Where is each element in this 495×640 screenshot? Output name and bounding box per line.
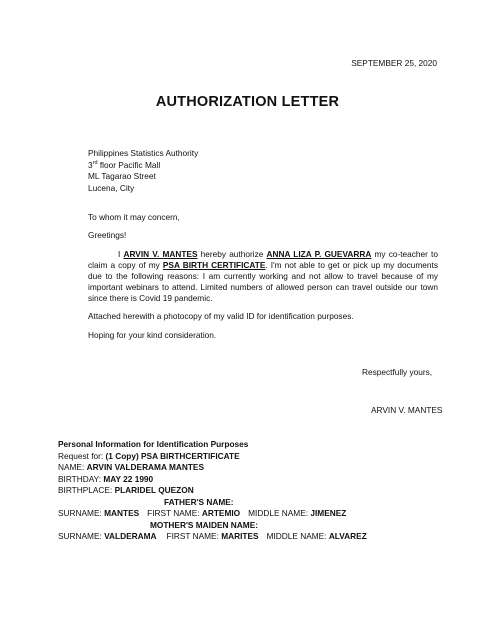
mother-row: SURNAME: VALDERAMA FIRST NAME: MARITES MIDDLE NAME: ALVAREZ [58, 531, 367, 541]
mother-heading: MOTHER'S MAIDEN NAME: [150, 519, 258, 530]
birthplace-row: BIRTHPLACE: PLARIDEL QUEZON [58, 485, 194, 495]
address-line-2: 3rd floor Pacific Mall [88, 159, 161, 170]
father-row: SURNAME: MANTES FIRST NAME: ARTEMIO MIDDLE NAME: JIMENEZ [58, 508, 347, 518]
attachment-note: Attached herewith a photocopy of my valid ID for identification purposes. [88, 311, 354, 321]
recipient-address [88, 148, 198, 194]
signer-name: ARVIN V. MANTES [371, 405, 443, 415]
document-name: PSA BIRTH CERTIFICATE [162, 260, 266, 270]
birthday-row: BIRTHDAY: MAY 22 1990 [58, 473, 154, 484]
request-row: Request for: (1 Copy) PSA BIRTHCERTIFICATE [58, 450, 240, 461]
hoping-line: Hoping for your kind consideration. [88, 330, 217, 340]
father-heading: FATHER'S NAME: [164, 496, 234, 507]
letter-date: SEPTEMBER 25, 2020 [351, 58, 437, 68]
letter-body: I ARVIN V. MANTES hereby authorize ANNA LIZA P. GUEVARRA my co-teacher to claim a copy of my PSA BIRTH CERTIFICATE. I'm not able to get or pick up my documents due to the following reasons: I am currently working and not allow to travel because of my important webinars to attend. Limited numbers of allowed person can travel outside our town since there is Covid 19 pandemic. [88, 249, 438, 303]
sender-name: ARVIN V. MANTES [123, 249, 198, 259]
info-heading: Personal Information for Identification Purposes [58, 439, 249, 449]
address-line-1: Philippines Statistics Authority [88, 148, 199, 158]
address-line-3: ML Tagarao Street [88, 171, 156, 182]
address-line-4: Lucena, City [88, 182, 135, 193]
closing: Respectfully yours, [362, 367, 433, 377]
salutation: To whom it may concern, [88, 212, 180, 222]
personal-info-section [58, 439, 438, 543]
greeting: Greetings! [88, 230, 127, 240]
authorized-person: ANNA LIZA P. GUEVARRA [266, 249, 372, 259]
name-row: NAME: ARVIN VALDERAMA MANTES [58, 462, 204, 472]
letter-title: AUTHORIZATION LETTER [155, 94, 340, 110]
